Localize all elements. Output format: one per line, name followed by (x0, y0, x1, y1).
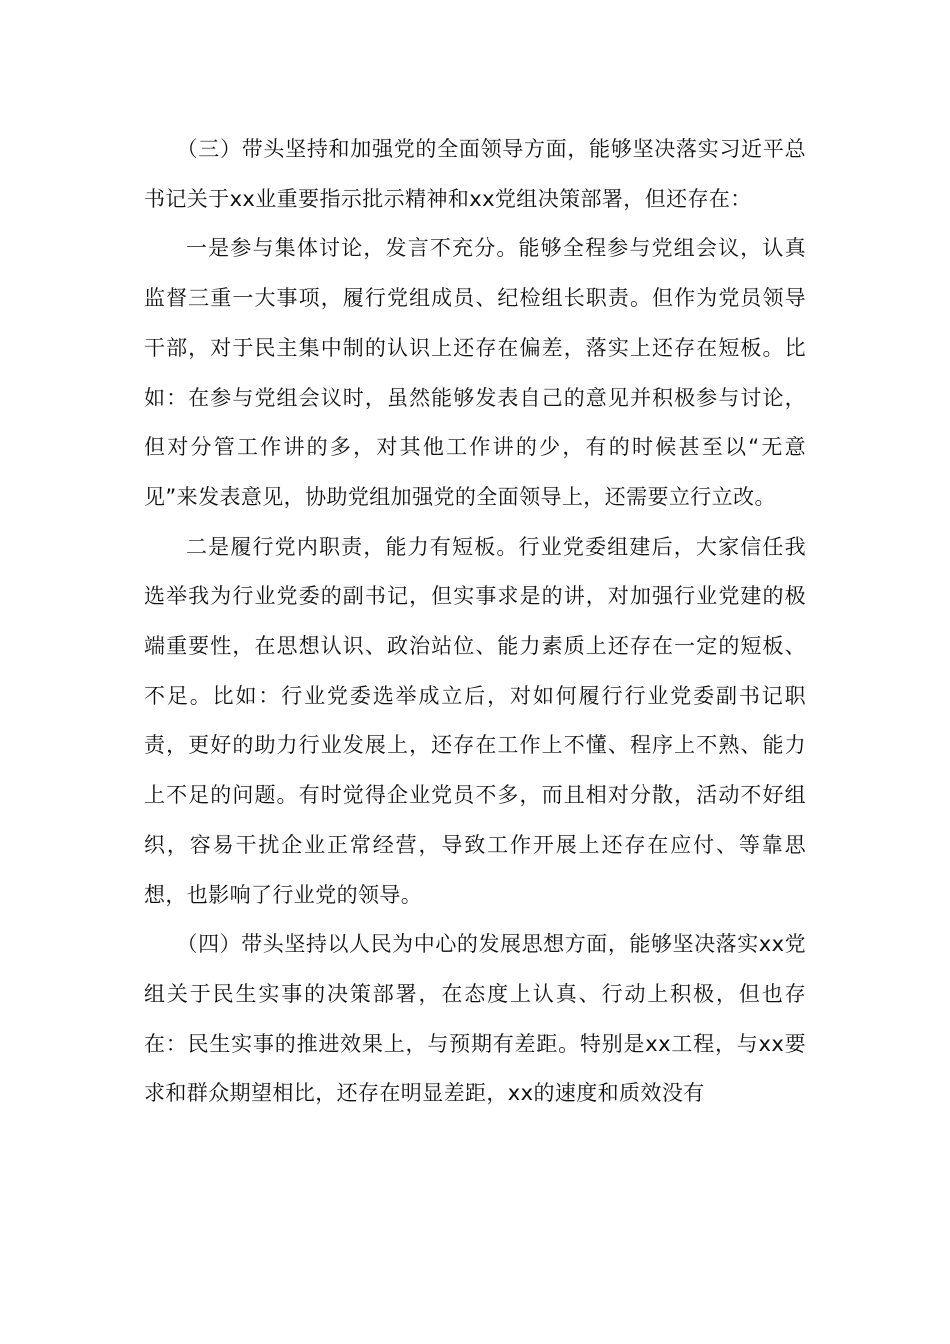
paragraph-point-one: 一是参与集体讨论，发言不充分。能够全程参与党组会议，认真监督三重一大事项，履行党组成员、纪检组长职责。但作为党员领导干部，对于民主集中制的认识上还存在偏差，落实上还存在短板。比如：在参与党组会议时，虽然能够发表自己的意见并积极参与讨论，但对分管工作讲的多，对其他工作讲的少，有的时候甚至以“无意见”来发表意见，协助党组加强党的全面领导上，还需要立行立改。 (144, 236, 806, 509)
document-body (144, 125, 806, 1119)
paragraph-section-four: （四）带头坚持以人民为中心的发展思想方面，能够坚决落实xx党组关于民生实事的决策部署，在态度上认真、行动上积极，但也存在：民生实事的推进效果上，与预期有差距。特别是xx工程，与xx要求和群众期望相比，还存在明显差距，xx的速度和质效没有 (144, 932, 806, 1106)
paragraph-point-two: 二是履行党内职责，能力有短板。行业党委组建后，大家信任我选举我为行业党委的副书记，但实事求是的讲，对加强行业党建的极端重要性，在思想认识、政治站位、能力素质上还存在一定的短板、不足。比如：行业党委选举成立后，对如何履行行业党委副书记职责，更好的助力行业发展上，还存在工作上不懂、程序上不熟、能力上不足的问题。有时觉得企业党员不多，而且相对分散，活动不好组织，容易干扰企业正常经营，导致工作开展上还存在应付、等靠思想，也影响了行业党的领导。 (144, 534, 806, 907)
paragraph-section-three: （三）带头坚持和加强党的全面领导方面，能够坚决落实习近平总书记关于xx业重要指示批示精神和xx党组决策部署，但还存在： (144, 137, 806, 211)
